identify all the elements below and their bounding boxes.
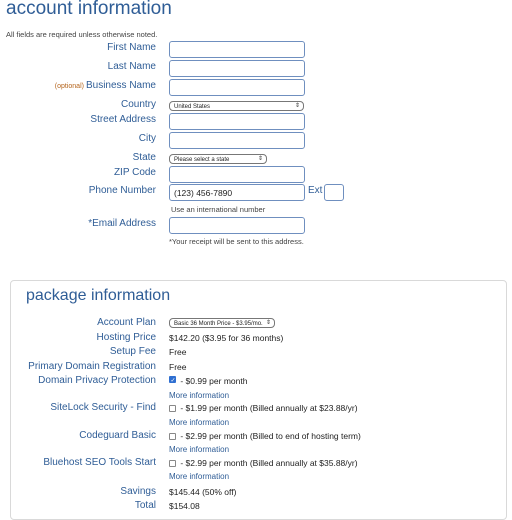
first-name-input[interactable] <box>169 41 305 58</box>
domain-privacy-row <box>169 376 247 386</box>
package-panel <box>10 280 507 520</box>
sitelock-value: - $1.99 per month (Billed annually at $23.88/yr) <box>178 403 358 413</box>
seo-tools-label: Bluehost SEO Tools Start <box>43 457 156 468</box>
zip-code-input[interactable] <box>169 166 305 183</box>
ext-input[interactable] <box>324 184 344 201</box>
seo-tools-checkbox[interactable] <box>169 460 176 467</box>
seo-tools-more-link[interactable]: More information <box>169 472 230 481</box>
codeguard-value: - $2.99 per month (Billed to end of hosting term) <box>178 431 361 441</box>
zip-code-label: ZIP Code <box>113 167 156 178</box>
domain-privacy-value: - $0.99 per month <box>178 376 248 386</box>
country-select[interactable] <box>169 101 304 111</box>
business-name-label <box>55 80 156 91</box>
country-label: Country <box>120 99 156 110</box>
last-name-input[interactable] <box>169 60 305 77</box>
country-select-value: United States <box>174 104 211 110</box>
codeguard-label: Codeguard Basic <box>79 430 156 441</box>
savings-value: $145.44 (50% off) <box>169 487 237 497</box>
account-section-title: account information <box>6 0 172 19</box>
seo-tools-value: - $2.99 per month (Billed annually at $35.88/yr) <box>178 458 358 468</box>
sitelock-label: SiteLock Security - Find <box>50 402 156 413</box>
city-input[interactable] <box>169 132 305 149</box>
street-address-input[interactable] <box>169 113 305 130</box>
optional-tag: (optional) <box>54 83 84 90</box>
select-arrows-icon: ⇕ <box>265 320 271 326</box>
business-name-input[interactable] <box>169 79 305 96</box>
sitelock-more-link[interactable]: More information <box>169 418 230 427</box>
state-select[interactable] <box>169 154 267 164</box>
email-address-label: *Email Address <box>88 218 156 229</box>
international-number-hint: Use an international number <box>171 205 266 214</box>
account-plan-value: Basic 36 Month Price - $3.95/mo. <box>174 321 263 327</box>
setup-fee-label: Setup Fee <box>109 346 156 357</box>
hosting-price-value: $142.20 ($3.95 for 36 months) <box>169 333 284 343</box>
codeguard-row <box>169 431 361 441</box>
seo-tools-row <box>169 458 358 468</box>
email-address-input[interactable] <box>169 217 305 234</box>
state-select-value: Please select a state <box>174 157 230 163</box>
total-label: Total <box>134 500 156 511</box>
sitelock-row <box>169 403 358 413</box>
select-arrows-icon: ⇕ <box>257 156 263 162</box>
codeguard-more-link[interactable]: More information <box>169 445 230 454</box>
savings-label: Savings <box>120 486 156 497</box>
required-note: All fields are required unless otherwise noted. <box>6 30 158 39</box>
business-name-label-text: Business Name <box>85 80 156 91</box>
ext-label: Ext <box>308 185 323 196</box>
last-name-label: Last Name <box>107 61 156 72</box>
codeguard-checkbox[interactable] <box>169 433 176 440</box>
street-address-label: Street Address <box>90 114 156 125</box>
first-name-label: First Name <box>107 42 156 53</box>
domain-privacy-more-link[interactable]: More information <box>169 391 230 400</box>
hosting-price-label: Hosting Price <box>96 332 156 343</box>
package-section-title: package information <box>26 287 171 304</box>
total-value: $154.08 <box>169 501 200 511</box>
primary-domain-label: Primary Domain Registration <box>28 361 156 372</box>
select-arrows-icon: ⇕ <box>294 103 300 109</box>
account-plan-select[interactable] <box>169 318 275 328</box>
state-label: State <box>132 152 156 163</box>
setup-fee-value: Free <box>169 347 187 357</box>
domain-privacy-label: Domain Privacy Protection <box>38 375 156 386</box>
phone-number-label: Phone Number <box>88 185 156 196</box>
sitelock-checkbox[interactable] <box>169 405 176 412</box>
account-plan-label: Account Plan <box>97 317 156 328</box>
receipt-note: *Your receipt will be sent to this address. <box>169 237 304 246</box>
phone-number-input[interactable]: (123) 456-7890 <box>169 184 305 201</box>
city-label: City <box>138 133 156 144</box>
primary-domain-value: Free <box>169 362 187 372</box>
domain-privacy-checkbox[interactable] <box>169 376 176 383</box>
